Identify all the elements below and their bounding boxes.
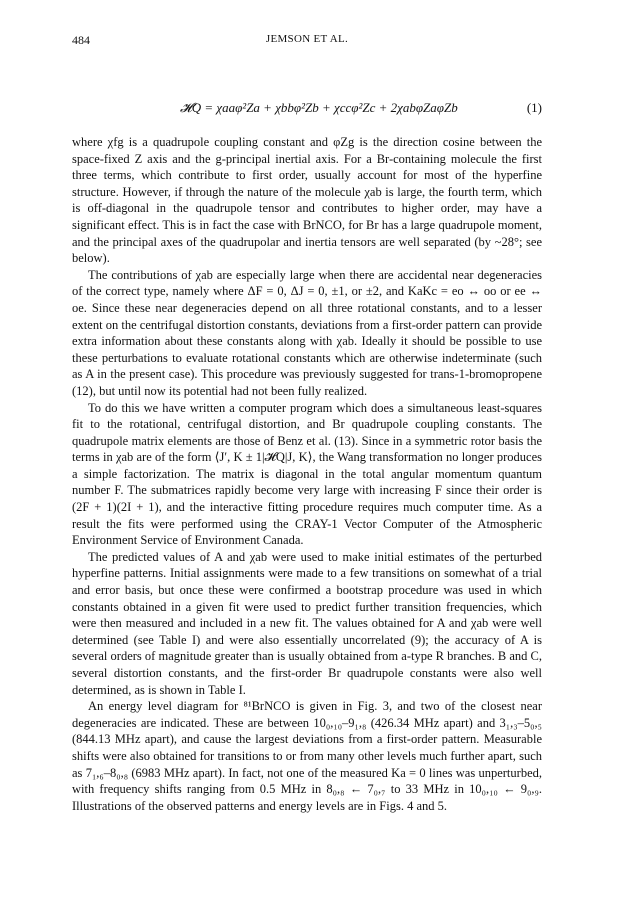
paragraph: where χfg is a quadrupole coupling constant and φZg is the direction cosine between the space-fixed Z axis and the g-principal inertial axis. For a Br-containing molecule the first three terms, which contribute to first order, usually account for most of the hyperfine structure. However, if through the nature of the molecule χab is large, the fourth term, which is off-diagonal in the quadrupole tensor and contributes to higher order, may have a significant effect. This is in fact the case with BrNCO, for Br has a large quadrupole moment, and the principal axes of the quadrupolar and inertia tensors are well separated (by ~28°; see below). (72, 135, 542, 266)
page-header (72, 33, 542, 51)
paragraph: The contributions of χab are especially large when there are accidental near degeneracies of the correct type, namely where ΔF = 0, ΔJ = 0, ±1, or ±2, and KaKc = eo ↔ oo or ee ↔ oe. Since these near degeneracies depend on all three rotational constants, and to a lesser extent on the centrifugal distortion constants, deviations from a first-order pattern can provide extra information about these constants along with χab. Ideally it should be possible to use these perturbations to evaluate rotational constants which are otherwise indeterminate (such as A in the present case). This procedure was previously suggested for trans-1-bromopropene (12), but until now its potential had not been fully realized. (72, 267, 542, 398)
paragraph: The predicted values of A and χab were used to make initial estimates of the perturbed hyperfine patterns. Initial assignments were made to a few transitions on somewhat of a trial and error basis, but once these were confirmed a bootstrap procedure was used in which constants obtained in a given fit were used to predict further transition frequencies, which were then measured and included in a new fit. The values obtained for A and χab were well determined (see Table I) and were also essentially uncorrelated (9); the accuracy of A is several orders of magnitude greater than is usually obtained from a-type R branches. B and C, several distortion constants, and the first-order Br quadrupole constants were also well determined, as is shown in Table I. (72, 549, 542, 697)
running-head: JEMSON ET AL. (265, 33, 349, 45)
paragraph: To do this we have written a computer program which does a simultaneous least-squares fit to the rotational, centrifugal distortion, and Br quadrupole coupling constants. The quadrupole matrix elements are those of Benz et al. (13). Since in a symmetric rotor basis the terms in χab are of the form ⟨J′, K ± 1|𝓗Q|J, K⟩, the Wang transformation no longer produces a simple factorization. The matrix is diagonal in the total angular momentum quantum number F. The submatrices rapidly become very large with increasing F since their order is (2F + 1)(2I + 1), and the interactive fitting procedure requires much computer time. As a result the fits were performed using the CRAY-1 Vector Computer of the Atmospheric Environment Service of Environment Canada. (72, 400, 542, 548)
equation-number: (1) (526, 100, 542, 115)
equation-row (72, 100, 542, 120)
page-number: 484 (72, 33, 90, 47)
paragraph: An energy level diagram for ⁸¹BrNCO is given in Fig. 3, and two of the closest near degeneracies are indicated. These are between 10₀,₁₀–9₁,₈ (426.34 MHz apart) and 3₁,₃–5₀,₅ (844.13 MHz apart), and cause the largest deviations from a first-order pattern. Measurable shifts were also obtained for transitions to or from many other levels much further apart, such as 7₁,₆–8₀,₈ (6983 MHz apart). In fact, not one of the measured Ka = 0 lines was unperturbed, with frequency shifts ranging from 0.5 MHz in 8₀,₈ ← 7₀,₇ to 33 MHz in 10₀,₁₀ ← 9₀,₉. Illustrations of the observed patterns and energy levels are in Figs. 4 and 5. (72, 699, 542, 813)
quadrupole-hamiltonian-equation: 𝓗Q = χaaφ²Za + χbbφ²Zb + χccφ²Zc + 2χabφZaφZb (180, 100, 458, 115)
body-text (72, 134, 542, 814)
